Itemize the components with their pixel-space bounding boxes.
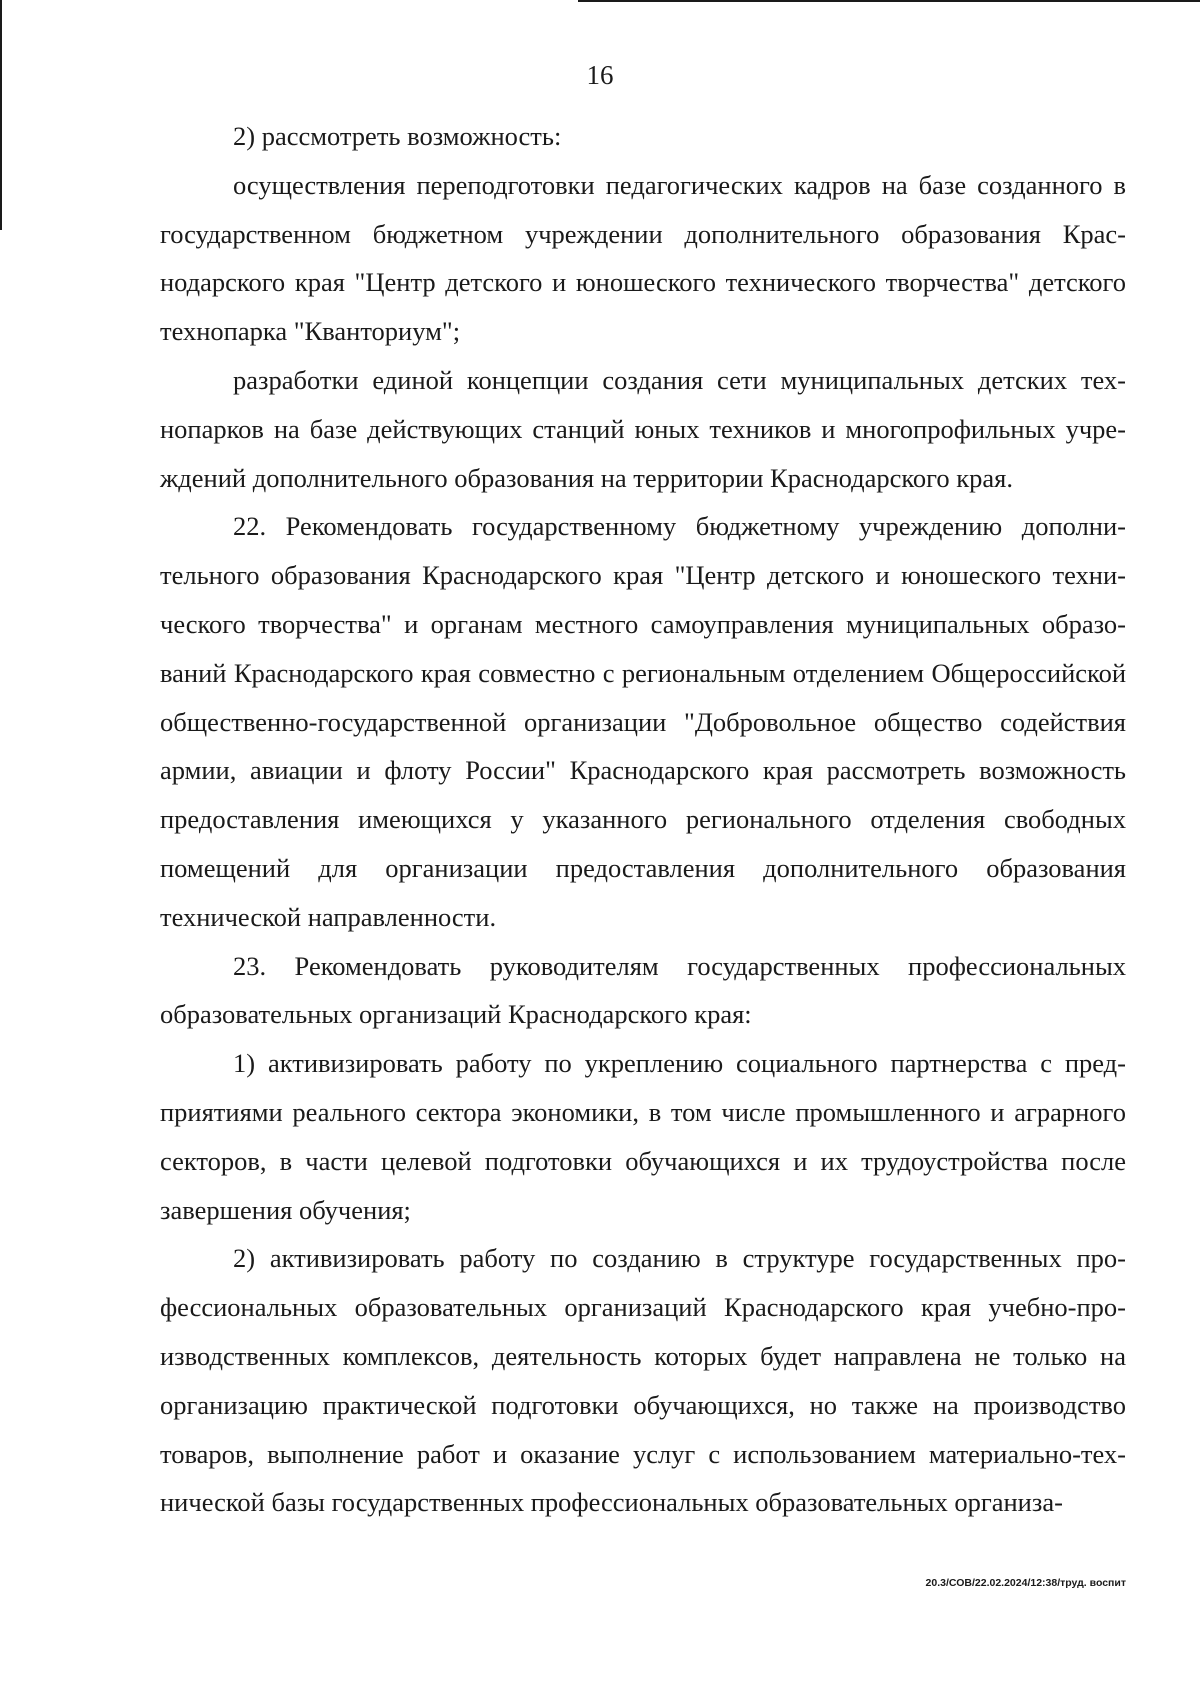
body-text	[160, 112, 1126, 1527]
paragraph-retraining: осуществления переподготовки педагогических кадров на базе созданного в государственном бюджетном учреждении дополнительного образования Краснодарского края "Центр детского и юношеского технического творчества" детского технопарка "Кванториум";	[160, 169, 1126, 347]
footer-stamp: 20.3/СОВ/22.02.2024/12:38/труд. воспит	[925, 1577, 1126, 1589]
paragraph-23-1: 1) активизировать работу по укреплению социального партнерства с предприятиями реального сектора экономики, в том числе промышленного и аграрного секторов, в части целевой подготовки обучающихся и их трудоустройства после завершения обучения;	[160, 1048, 1126, 1225]
page-number: 16	[586, 60, 614, 90]
scan-edge-left	[0, 0, 2, 230]
paragraph-2-consider: 2) рассмотреть возможность:	[233, 121, 562, 151]
paragraph-concept: разработки единой концепции создания сети муниципальных детских технопарков на базе действующих станций юных техников и многопрофильных учреждений дополнительного образования на территории Краснодарского края.	[160, 364, 1126, 493]
paragraph-23-2: 2) активизировать работу по созданию в структуре государственных профессиональных образовательных организаций Краснодарского края учебно-производственных комплексов, деятельность которых будет направлена не только на организацию практической подготовки обучающихся, но также на производство товаров, выполнение работ и оказание услуг с использованием материально-технической базы государственных профессиональных образовательных организа-	[160, 1243, 1126, 1518]
scan-edge-top	[578, 0, 1200, 2]
paragraph-23: 23. Рекомендовать руководителям государственных профессиональных образовательных организаций Краснодарского края:	[160, 950, 1126, 1030]
paragraph-22: 22. Рекомендовать государственному бюджетному учреждению дополнительного образования Краснодарского края "Центр детского и юношеского технического творчества" и органам местного самоуправления муниципальных образований Краснодарского края совместно с региональным отделением Общероссийской общественно-государственной организации "Добровольное общество содействия армии, авиации и флоту России" Краснодарского края рассмотреть возможность предоставления имеющихся у указанного регионального отделения свободных помещений для организации предоставления дополнительного образования технической направленности.	[160, 511, 1126, 932]
